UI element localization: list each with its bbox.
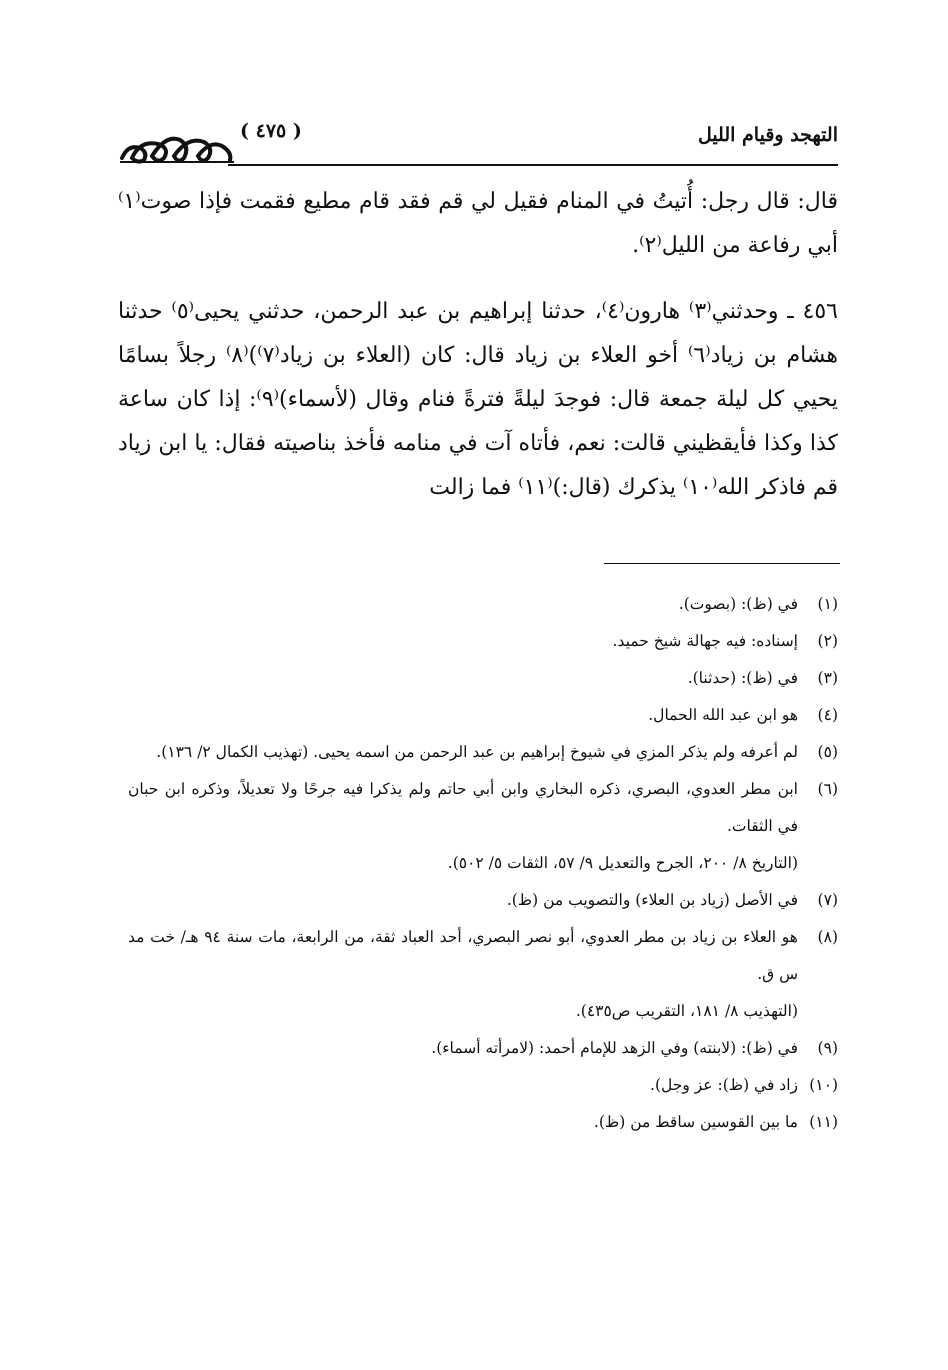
paragraph: ٤٥٦ ـ وحدثني⁽٣⁾ هارون⁽٤⁾، حدثنا إبراهيم بن عبد الرحمن، حدثني يحيى⁽٥⁾ حدثنا هشام بن زياد⁽٦⁾ أخو العلاء بن زياد قال: كان (العلاء بن زياد⁽٧⁾)⁽٨⁾ رجلاً بسامًا يحيي كل ليلة جمعة قال: فوجدَ ليلةً فترةً فنام وقال (لأسماء)⁽٩⁾: إذا كان ساعة كذا وكذا فأيقظيني قالت: نعم، فأتاه آت في منامه فأخذ بناصيته فقال: يا ابن زياد قم فاذكر الله⁽١٠⁾ يذكرك (قال:)⁽١١⁾ فما زالت (118, 299, 838, 500)
footnote-text: إسناده: فيه جهالة شيخ حميد. (612, 632, 798, 650)
footnote-reference: (التهذيب ٨/ ١٨١، التقريب ص٤٣٥). (575, 1002, 798, 1020)
running-title: التهجد وقيام الليل (697, 124, 838, 146)
footnote-text: هو ابن عبد الله الحمال. (648, 706, 798, 724)
footnote-reference: (التاريخ ٨/ ٢٠٠، الجرح والتعديل ٩/ ٥٧، الثقات ٥/ ٥٠٢). (447, 854, 798, 872)
footnote-number: (٢) (817, 632, 838, 650)
footnote-text: ما بين القوسين ساقط من (ظ). (593, 1113, 798, 1131)
footnote-text: في (ظ): (بصوت). (678, 595, 798, 613)
ornament-icon (118, 130, 236, 166)
page-number: ( ٤٧٥ ) (240, 120, 302, 142)
footnote-number: (١٠) (809, 1076, 838, 1094)
footnote-number: (٧) (817, 891, 838, 909)
footnote-number: (٩) (817, 1039, 838, 1057)
footnote (128, 734, 838, 771)
footnote-text: لم أعرفه ولم يذكر المزي في شيوخ إبراهيم بن عبد الرحمن من اسمه يحيى. (تهذيب الكمال ٢/ ١٣٦). (156, 743, 798, 761)
footnote (128, 697, 838, 734)
footnote-text: زاد في (ظ): عز وجل). (650, 1076, 798, 1094)
footnote (128, 771, 838, 845)
footnote (128, 1104, 838, 1141)
footnote (128, 586, 838, 623)
footnote (128, 623, 838, 660)
footnote-text: في (ظ): (لابنته) وفي الزهد للإمام أحمد: (لامرأته أسماء). (431, 1039, 798, 1057)
footnote (128, 1067, 838, 1104)
footnote-number: (٣) (817, 669, 838, 687)
footnote-number: (٥) (817, 743, 838, 761)
footnote (128, 919, 838, 993)
footnote-text: هو العلاء بن زياد بن مطر العدوي، أبو نصر البصري، أحد العباد ثقة، من الرابعة، مات سنة ٩٤ هـ/ خت مد س ق. (128, 928, 798, 983)
footnote (128, 882, 838, 919)
footnote-number: (٦) (817, 780, 838, 798)
footnote (128, 660, 838, 697)
page-header (118, 118, 838, 172)
footnote-text: في الأصل (زياد بن العلاء) والتصويب من (ظ). (506, 891, 798, 909)
footnote-text: ابن مطر العدوي، البصري، ذكره البخاري وابن أبي حاتم ولم يذكرا فيه جرحًا ولا تعديلاً، وذكره ابن حبان في الثقات. (128, 780, 798, 835)
footnote-number: (١١) (809, 1113, 838, 1131)
header-rule (228, 164, 838, 166)
paragraph: قال: قال رجل: أُتيتُ في المنام فقيل لي قم فقد قام مطيع فقمت فإذا صوت⁽١⁾ أبي رفاعة من الليل⁽٢⁾. (118, 189, 838, 258)
footnote-number: (٨) (817, 928, 838, 946)
main-text (118, 180, 838, 510)
footnote-text: في (ظ): (حدثنا). (687, 669, 798, 687)
footnote (128, 1030, 838, 1067)
footnotes (128, 586, 838, 1141)
footnote-number: (١) (817, 595, 838, 613)
footnote-separator (604, 563, 840, 564)
footnote-number: (٤) (817, 706, 838, 724)
